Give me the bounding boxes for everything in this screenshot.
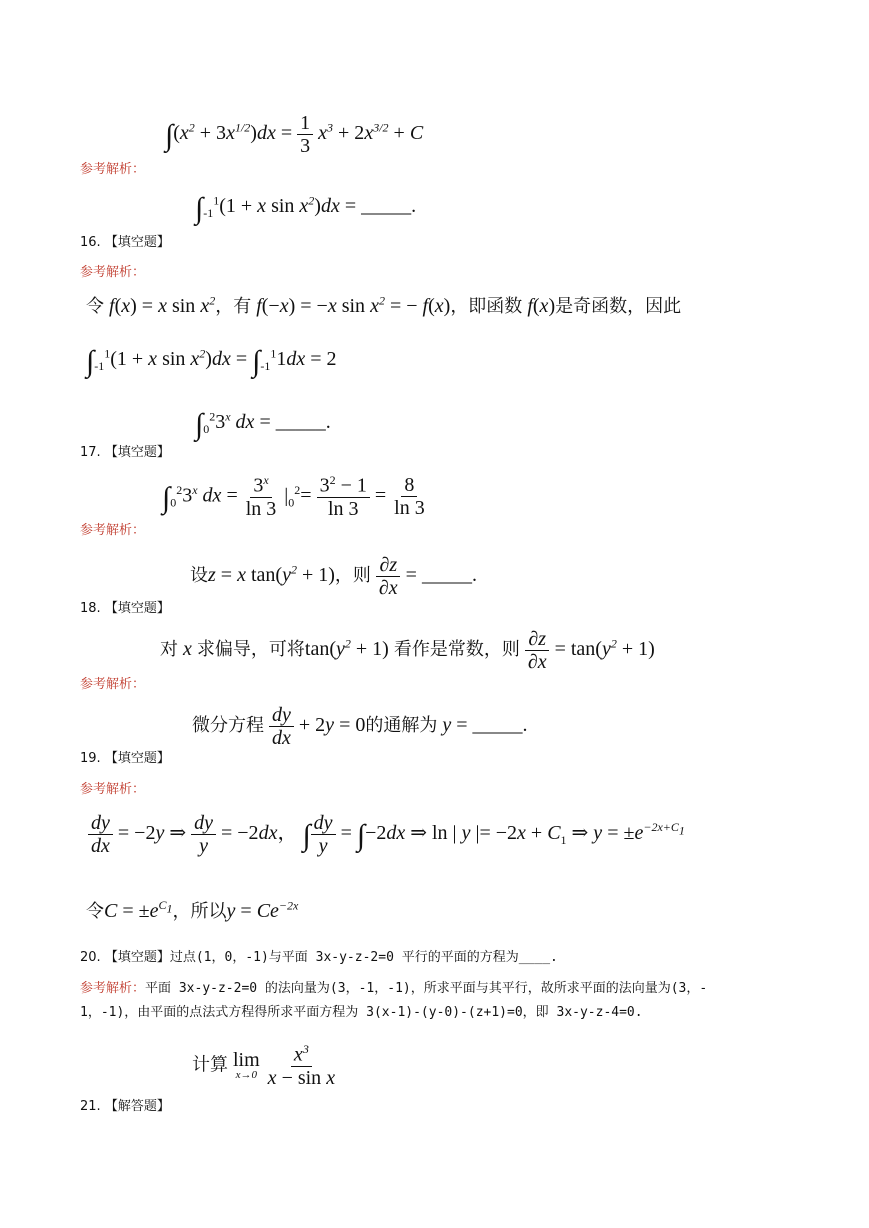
- q21-number: 21.: [80, 1099, 101, 1114]
- q17-question-formula: $\int_0^23^x$ dx = _____.: [195, 408, 331, 441]
- q20-type: 【填空题】: [104, 950, 170, 965]
- q18-question-formula: 设z = x $\tan(y^2 + 1)$，则 $\frac{\partial z}{\partial x}$ = _____.: [190, 554, 477, 599]
- q21-label: [80, 1095, 170, 1114]
- q17-ref-label: 参考解析：: [80, 523, 146, 538]
- q16-label: [80, 231, 170, 250]
- q19-number: 19.: [80, 751, 101, 766]
- q20-number: 20.: [80, 950, 101, 965]
- q17-number: 17.: [80, 445, 101, 460]
- q18-type: 【填空题】: [104, 601, 170, 616]
- q18-number: 18.: [80, 601, 101, 616]
- q21-type: 【解答题】: [104, 1099, 170, 1114]
- q20-question-text: 过点(1，0，-1)与平面 3x-y-z-2=0 平行的平面的方程为____.: [169, 950, 558, 965]
- q16-type: 【填空题】: [104, 235, 170, 250]
- q16-explanation-line1: 令 f(x) = x $\sin x^2$，有 f(−x) = −x $\sin x^2$ = − f(x)，即函数 f(x)是奇函数，因此: [86, 293, 682, 317]
- q16-explanation-line2: $\int_{-1}^1(1 + x$ $\sin x^2)dx = \int_{-1}^11dx = 2$: [86, 345, 337, 378]
- q20-question: [80, 946, 800, 970]
- q21-question-formula: 计算 lim x→0 $\frac{x^3}{\text{x − sin x}}$: [192, 1042, 336, 1089]
- q18-ref-label: 参考解析：: [80, 677, 146, 692]
- q20-explanation-line1: 平面 3x-y-z-2=0 的法向量为(3，-1，-1)，所求平面与其平行，故所求平面的法向量为(3，-: [145, 981, 708, 996]
- q18-label: [80, 597, 170, 616]
- q15-answer-formula: $\int(x^2 + 3x^{1/2})dx$ = $\frac{1}{3}$ $x^3 + 2x^{3/2} + C$: [165, 112, 424, 157]
- q16-ref-label: 参考解析：: [80, 265, 146, 280]
- q19-explanation-line1: $\frac{dy}{dx}$ = −2y ⇒ $\frac{dy}{y}$ = −2dx， ∫ $\frac{dy}{y}$ = ∫−2dx ⇒ ln | y |= $-2x + C_1$ ⇒ $y = \pm e^{-2x+C_1}$: [88, 812, 685, 857]
- q19-ref-label: 参考解析：: [80, 782, 146, 797]
- q19-question-formula: 微分方程 $\frac{dy}{dx}$ + 2y = 0的通解为 y = _____.: [192, 704, 528, 749]
- q15-ref-label: 参考解析：: [80, 162, 146, 177]
- q19-explanation-line2: 令$C = \pm e^{C_1}$，所以$y = Ce^{-2x}$: [86, 898, 299, 922]
- q19-label: [80, 747, 170, 766]
- q19-type: 【填空题】: [104, 751, 170, 766]
- q20-explanation-line2: 1，-1)，由平面的点法式方程得所求平面方程为 3(x-1)-(y-0)-(z+1)=0，即 3x-y-z-4=0.: [80, 1005, 643, 1020]
- q17-label: [80, 441, 170, 460]
- q18-answer-formula: 对 x 求偏导，可将$\tan(y^2 + 1)$ 看作是常数，则 $\frac{\partial z}{\partial x}$ = $\tan(y^2 + 1)$: [160, 628, 655, 673]
- q17-type: 【填空题】: [104, 445, 170, 460]
- q17-answer-formula: $\int_0^23^x$ dx = $\frac{3^x}{\ln 3}$ $|_0^2=$ $\frac{3^2 - 1}{\ln 3}$ = $\frac{8}{\ln 3}$: [162, 473, 425, 520]
- q20-ref-label: 参考解析：: [80, 981, 146, 996]
- q20-explanation: [80, 977, 800, 1025]
- q16-question-formula: $\int_{-1}^1(1 + x$ $\sin x^2)dx$ = _____.: [195, 192, 417, 225]
- q16-number: 16.: [80, 235, 101, 250]
